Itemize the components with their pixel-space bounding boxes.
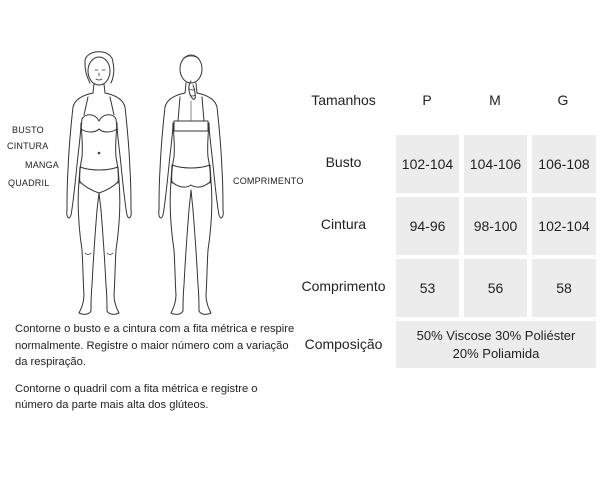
composition-line-1: 50% Viscose 30% Poliéster — [416, 327, 576, 343]
table-cell: 53 — [396, 259, 459, 317]
size-header-m: M — [489, 92, 501, 108]
sizes-header-label: Tamanhos — [311, 92, 376, 108]
row-label-cintura: Cintura — [320, 216, 367, 232]
body-measurement-illustration — [55, 45, 240, 320]
busto-label: BUSTO — [12, 125, 44, 135]
row-label-comprimento: Comprimento — [301, 278, 386, 294]
composition-cell — [396, 321, 596, 368]
table-cell: 58 — [532, 259, 596, 317]
measurement-instructions — [15, 321, 295, 424]
composition-line-2: 20% Poliamida — [452, 345, 540, 361]
row-label-busto: Busto — [325, 154, 362, 170]
table-cell: 98-100 — [464, 197, 527, 255]
table-cell: 102-104 — [532, 197, 596, 255]
row-label-composicao: Composição — [304, 336, 383, 352]
comprimento-label: COMPRIMENTO — [233, 176, 304, 186]
front-figure — [67, 52, 131, 315]
size-header-p: P — [422, 92, 432, 108]
table-cell: 106-108 — [532, 135, 596, 193]
table-cell: 104-106 — [464, 135, 527, 193]
instruction-hip: Contorne o quadril com a fita métrica e registre o número da parte mais alta dos glúteos. — [15, 382, 258, 411]
instruction-bust-waist: Contorne o busto e a cintura com a fita métrica e respire normalmente. Registre o maior número com a variação da respiração. — [15, 323, 295, 368]
table-cell: 56 — [464, 259, 527, 317]
manga-label: MANGA — [25, 160, 60, 170]
table-cell: 94-96 — [396, 197, 459, 255]
table-cell: 102-104 — [396, 135, 459, 193]
cintura-label: CINTURA — [7, 141, 49, 151]
body-figures — [55, 45, 240, 320]
size-header-g: G — [557, 92, 569, 108]
quadril-label: QUADRIL — [8, 178, 50, 188]
back-figure — [159, 55, 223, 314]
